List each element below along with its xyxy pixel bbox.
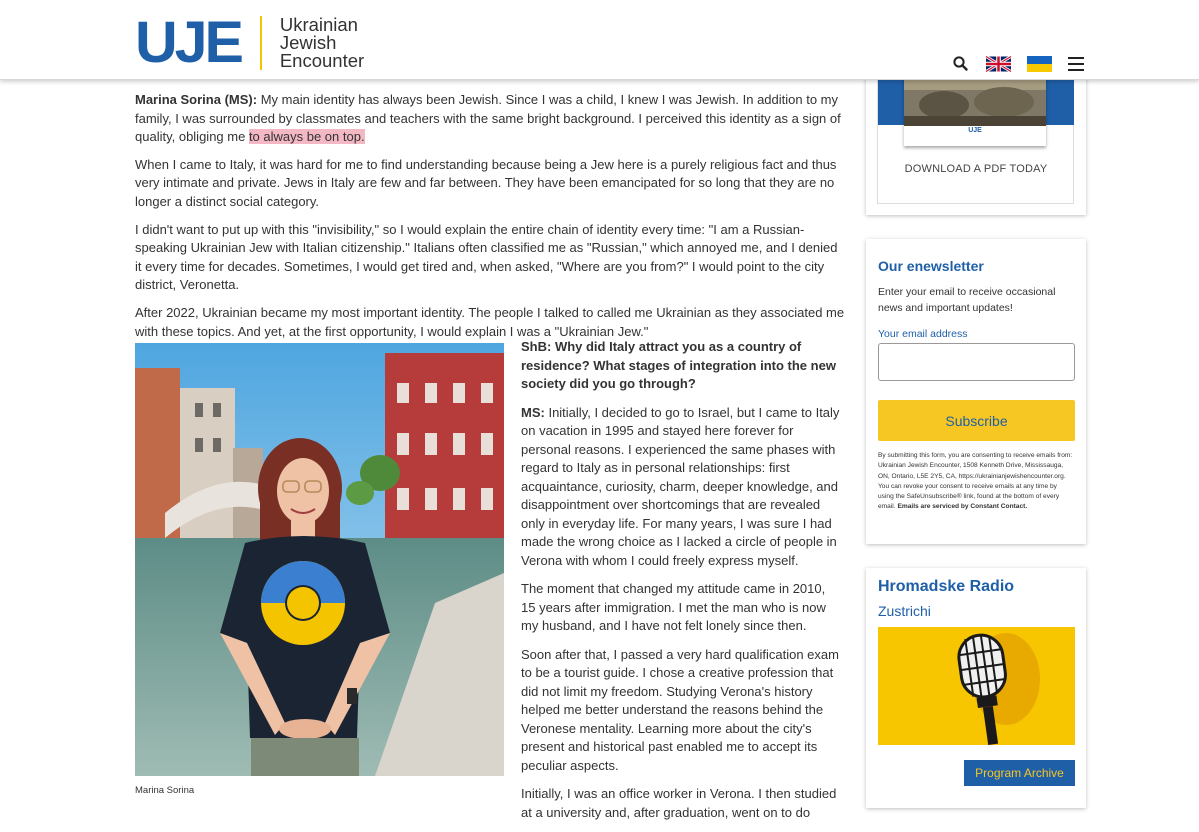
- newsletter-card: [866, 239, 1086, 544]
- logo-divider: [260, 16, 262, 70]
- article-paragraph: Marina Sorina (MS): My main identity has always been Jewish. Since I was a child, I knew I was Jewish. In addition to my family, I was surrounded by classmates and teachers with the same bright background. I perceived this identity as a sign of quality, obliging me to always be on top.: [135, 92, 841, 145]
- portrait-photo: [135, 343, 504, 776]
- newsletter-title: Our enewsletter: [878, 258, 984, 274]
- interview-answer: Initially, I was an office worker in Verona. I then studied at a university and, after graduation, went on to do: [521, 786, 837, 820]
- newsletter-description: Enter your email to receive occasional news and important updates!: [878, 286, 1056, 314]
- logo-line-2: Jewish: [279, 32, 337, 53]
- article-photo: [135, 343, 505, 776]
- program-archive-button[interactable]: Program Archive: [964, 760, 1075, 786]
- book-cover[interactable]: [904, 70, 1046, 146]
- newsletter-legal-text: By submitting this form, you are consenting to receive emails from: Ukrainian Jewish Encounter, 1508 Kenneth Drive, Mississauga, ON, Ontario, L5E 2Y5, CA, https://ukrainianjewishencounter.org. You can revoke your consent to receive emails at any time by using the SafeUnsubscribe® link, found at the bottom of every email. Emails are serviced by Constant Contact.: [878, 452, 1073, 511]
- speaker-label: MS:: [521, 404, 545, 420]
- interview-answer: The moment that changed my attitude came in 2010, 15 years after immigration. I met the man who is now my husband, and I have not felt lonely since then.: [521, 581, 826, 633]
- site-header: [0, 0, 1199, 80]
- hamburger-menu-icon[interactable]: [1068, 57, 1084, 71]
- logo-line-3: Encounter: [279, 50, 365, 71]
- radio-card: [866, 568, 1086, 808]
- logo-mark: UJE: [134, 10, 241, 75]
- header-actions: [952, 55, 1084, 73]
- article-paragraph: After 2022, Ukrainian became my most important identity. The people I talked to called me Ukrainian as they associated me with these topics. And yet, at the first opportunity, I would explain I was a "Ukrainian Jew.": [135, 304, 845, 339]
- subscribe-button[interactable]: Subscribe: [878, 400, 1075, 441]
- photo-caption: Marina Sorina: [135, 785, 195, 796]
- interview-answer: Soon after that, I passed a very hard qualification exam to be a tourist guide. I chose a creative profession that did not limit my freedom. Studying Verona's history helped me better understand the reasons behind the Veronese mentality. Learning more about the city's present and historical past enabled me to accept its peculiar aspects.: [521, 646, 839, 773]
- article-paragraph: When I came to Italy, it was hard for me to find understanding because being a Jew here is a purely religious fact and thus very intimate and private. Jews in Italy are few and far between. They have been emancipated for so long that they are no longer a distinct social category.: [135, 156, 837, 209]
- book-cover-logo: UJE: [968, 127, 982, 134]
- email-label: Your email address: [878, 328, 968, 340]
- highlighted-text: to always be on top.: [248, 129, 365, 145]
- ukrainian-flag-icon[interactable]: [1027, 56, 1052, 72]
- article-body: [135, 80, 845, 350]
- article-paragraph: I didn't want to put up with this "invisibility," so I would explain the entire chain of identity every time: "I am a Russian-speaking Ukrainian Jew with Italian citizenship." Italians often classified me as "Russian," which annoyed me, and I denied it every time for decades. Sometimes, I would get tired and, when asked, "Where are you from?" I would point to the city district, Veronetta.: [135, 221, 838, 293]
- logo-text: [280, 16, 364, 70]
- speaker-label: Marina Sorina (MS):: [135, 92, 258, 107]
- site-logo[interactable]: [134, 10, 365, 75]
- interview-question: ShB: Why did Italy attract you as a country of residence? What stages of integration into the new society did you go through?: [521, 339, 836, 391]
- article-interview-column: [521, 338, 841, 832]
- microphone-illustration: [878, 627, 1075, 745]
- book-download-card[interactable]: [866, 70, 1086, 215]
- radio-subtitle[interactable]: Zustrichi: [878, 603, 931, 619]
- radio-title[interactable]: Hromadske Radio: [878, 578, 1015, 595]
- email-field[interactable]: [878, 343, 1075, 381]
- download-pdf-label[interactable]: DOWNLOAD A PDF TODAY: [904, 163, 1048, 175]
- logo-line-1: Ukrainian: [279, 14, 358, 35]
- interview-answer: MS: Initially, I decided to go to Israel, but I came to Italy on vacation in 1995 and stayed here forever for personal reasons. I experienced the same phases with regard to Italy as in personal relationships: first acquaintance, curiosity, charm, deeper knowledge, and disappointment over shortcomings that are revealed only in everyday life. For many years, I was sure I had made the wrong choice as I lacked a circle of people in Verona with whom I could freely express myself.: [521, 404, 840, 568]
- english-flag-icon[interactable]: [986, 56, 1011, 72]
- search-icon[interactable]: [952, 55, 970, 73]
